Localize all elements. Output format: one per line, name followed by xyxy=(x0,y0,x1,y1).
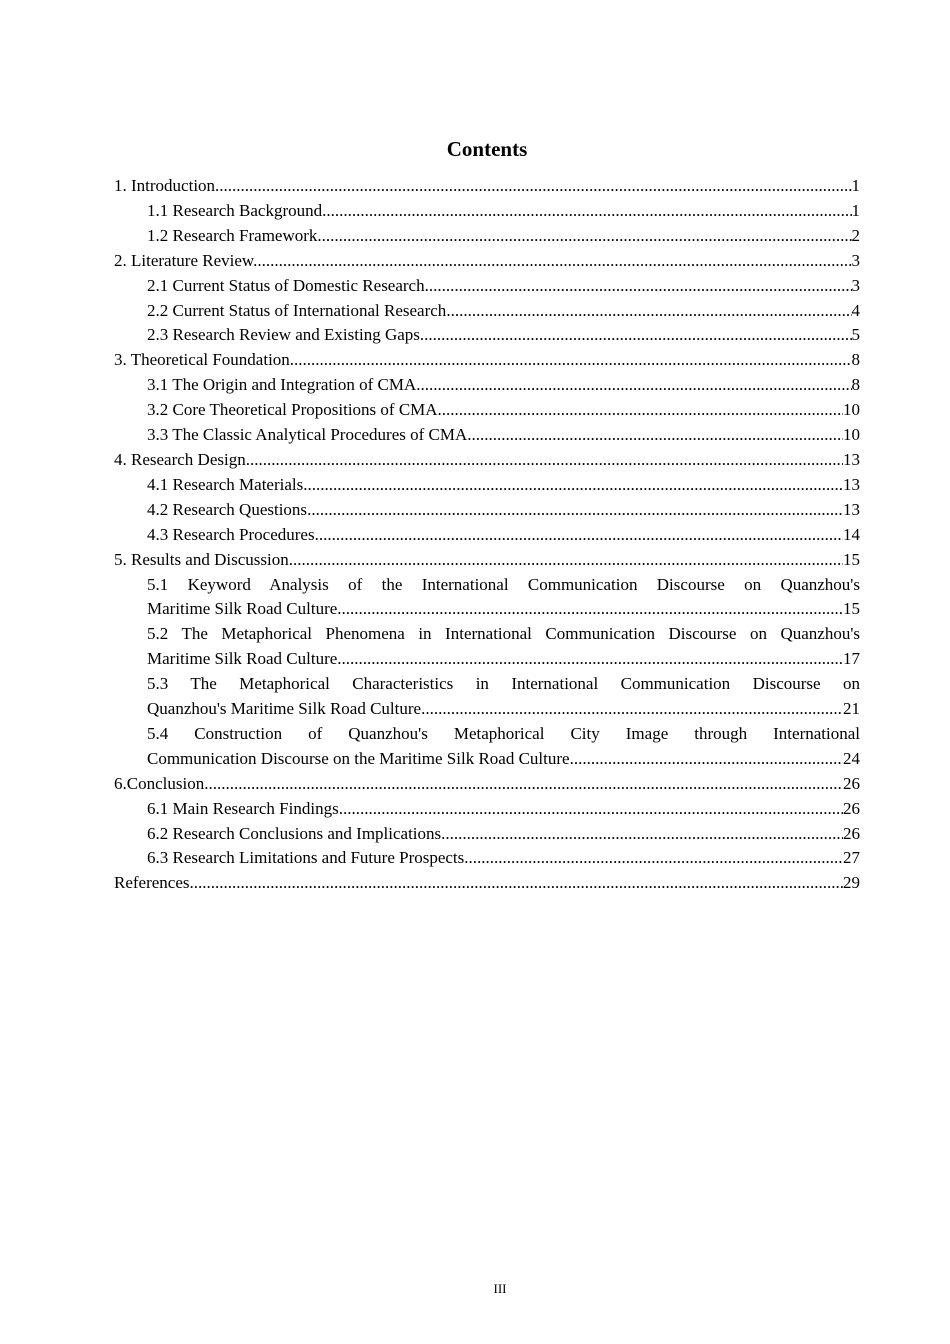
toc-entry-title: Maritime Silk Road Culture ..... xyxy=(147,647,843,672)
toc-entry-row xyxy=(147,523,860,548)
toc-entry-title: 3.3 The Classic Analytical Procedures of CMA ..... xyxy=(147,423,843,448)
toc-entry-page-number: 4 xyxy=(851,300,860,320)
page-number: III xyxy=(493,1281,507,1296)
toc-entry-title: 3.2 Core Theoretical Propositions of CMA ..... xyxy=(147,398,843,423)
toc-entry-row xyxy=(147,224,860,249)
toc-entry-row xyxy=(114,174,860,199)
toc-entry-row xyxy=(147,274,860,299)
table-of-contents xyxy=(114,174,860,896)
toc-entry-page-number: 13 xyxy=(843,499,860,519)
toc-entry-title: 6.2 Research Conclusions and Implications ..... xyxy=(147,822,843,847)
toc-entry-page-number: 26 xyxy=(843,773,860,793)
toc-entry-page-number: 3 xyxy=(851,275,860,295)
toc-entry-section[interactable] xyxy=(114,622,860,672)
toc-entry-title: 6.Conclusion ..... xyxy=(114,772,843,797)
toc-entry-section[interactable] xyxy=(114,274,860,299)
toc-entry-section[interactable] xyxy=(114,398,860,423)
toc-entry-title-line1: 5.4 Construction of Quanzhou's Metaphorical City Image through International xyxy=(147,723,860,743)
toc-entry-title: 4. Research Design ..... xyxy=(114,448,843,473)
toc-entry-row xyxy=(147,822,860,847)
toc-entry-row xyxy=(147,398,860,423)
toc-entry-row xyxy=(147,747,860,772)
toc-entry-page-number: 1 xyxy=(851,176,860,195)
toc-entry-page-number: 24 xyxy=(843,748,860,768)
toc-entry-page-number: 15 xyxy=(843,549,860,569)
toc-entry-section[interactable] xyxy=(114,224,860,249)
toc-entry-page-number: 2 xyxy=(851,225,860,245)
toc-entry-title: 4.2 Research Questions ..... xyxy=(147,498,843,523)
toc-entry-row xyxy=(147,373,860,398)
toc-entry-title: 2.1 Current Status of Domestic Research ..... xyxy=(147,274,852,299)
toc-entry-page-number: 5 xyxy=(851,325,860,345)
toc-entry-row xyxy=(114,348,860,373)
toc-entry-page-number: 17 xyxy=(843,649,860,669)
toc-entry-page-number: 13 xyxy=(843,449,860,469)
toc-entry-title: Quanzhou's Maritime Silk Road Culture ..... xyxy=(147,697,843,722)
toc-entry-page-number: 10 xyxy=(843,425,860,445)
toc-entry-section[interactable] xyxy=(114,846,860,871)
toc-entry-section[interactable] xyxy=(114,573,860,623)
toc-entry-title: 1.2 Research Framework ..... xyxy=(147,224,852,249)
toc-entry-title: 3.1 The Origin and Integration of CMA ..... xyxy=(147,373,852,398)
toc-entry-page-number: 1 xyxy=(851,200,860,220)
toc-entry-title-line1: 5.1 Keyword Analysis of the International Communication Discourse on Quanzhou's xyxy=(147,574,860,594)
toc-entry-title: Communication Discourse on the Maritime Silk Road Culture ..... xyxy=(147,747,843,772)
toc-entry-row xyxy=(147,597,860,622)
toc-entry-row xyxy=(147,498,860,523)
toc-entry-row xyxy=(147,323,860,348)
toc-entry-section[interactable] xyxy=(114,722,860,772)
toc-entry-chapter[interactable] xyxy=(114,548,860,573)
toc-entry-row xyxy=(147,647,860,672)
toc-entry-title-line1: 5.3 The Metaphorical Characteristics in International Communication Discourse on xyxy=(147,674,860,694)
toc-entry-title: 3. Theoretical Foundation ..... xyxy=(114,348,852,373)
toc-entry-row xyxy=(147,423,860,448)
toc-entry-section[interactable] xyxy=(114,797,860,822)
toc-entry-title: 5. Results and Discussion ..... xyxy=(114,548,843,573)
toc-entry-page-number: 26 xyxy=(843,823,860,843)
toc-entry-section[interactable] xyxy=(114,473,860,498)
toc-entry-title: 6.1 Main Research Findings ..... xyxy=(147,797,843,822)
toc-entry-section[interactable] xyxy=(114,672,860,722)
toc-entry-title: 1.1 Research Background ..... xyxy=(147,199,852,224)
toc-entry-page-number: 8 xyxy=(851,375,860,395)
toc-entry-section[interactable] xyxy=(114,199,860,224)
toc-entry-page-number: 29 xyxy=(843,873,860,893)
toc-entry-page-number: 14 xyxy=(843,524,860,544)
toc-entry-section[interactable] xyxy=(114,498,860,523)
toc-entry-section[interactable] xyxy=(114,299,860,324)
toc-entry-title: 2. Literature Review ..... xyxy=(114,249,852,274)
toc-entry-page-number: 21 xyxy=(843,699,860,719)
toc-entry-section[interactable] xyxy=(114,423,860,448)
toc-entry-section[interactable] xyxy=(114,373,860,398)
toc-entry-title: 4.1 Research Materials ..... xyxy=(147,473,843,498)
toc-entry-row xyxy=(147,199,860,224)
contents-heading: Contents xyxy=(446,137,528,161)
toc-entry-title: 6.3 Research Limitations and Future Prospects ..... xyxy=(147,846,843,871)
toc-entry-chapter[interactable] xyxy=(114,772,860,797)
toc-entry-row xyxy=(114,548,860,573)
toc-entry-chapter[interactable] xyxy=(114,249,860,274)
toc-entry-row xyxy=(147,697,860,722)
toc-entry-title: 2.3 Research Review and Existing Gaps ..... xyxy=(147,323,852,348)
toc-entry-page-number: 15 xyxy=(843,599,860,619)
toc-entry-title: 4.3 Research Procedures ..... xyxy=(147,523,843,548)
toc-entry-chapter[interactable] xyxy=(114,871,860,896)
toc-entry-page-number: 13 xyxy=(843,474,860,494)
toc-entry-row xyxy=(147,846,860,871)
toc-entry-page-number: 8 xyxy=(851,350,860,370)
toc-entry-chapter[interactable] xyxy=(114,448,860,473)
toc-entry-row xyxy=(114,772,860,797)
toc-entry-page-number: 27 xyxy=(843,848,860,868)
toc-entry-row xyxy=(147,473,860,498)
toc-entry-page-number: 26 xyxy=(843,798,860,818)
toc-entry-title: 2.2 Current Status of International Research ..... xyxy=(147,299,852,324)
toc-entry-page-number: 10 xyxy=(843,400,860,420)
toc-entry-section[interactable] xyxy=(114,323,860,348)
toc-entry-chapter[interactable] xyxy=(114,348,860,373)
toc-entry-row xyxy=(147,797,860,822)
toc-entry-title-line1: 5.2 The Metaphorical Phenomena in International Communication Discourse on Quanzhou's xyxy=(147,624,860,644)
toc-entry-row xyxy=(114,871,860,896)
toc-entry-row xyxy=(114,249,860,274)
toc-entry-chapter[interactable] xyxy=(114,174,860,199)
toc-entry-section[interactable] xyxy=(114,523,860,548)
toc-entry-title: Maritime Silk Road Culture ..... xyxy=(147,597,843,622)
toc-entry-title: 1. Introduction ..... xyxy=(114,174,852,199)
toc-entry-page-number: 3 xyxy=(851,250,860,270)
toc-entry-title: References ..... xyxy=(114,871,843,896)
toc-entry-row xyxy=(114,448,860,473)
toc-entry-section[interactable] xyxy=(114,822,860,847)
toc-entry-row xyxy=(147,299,860,324)
